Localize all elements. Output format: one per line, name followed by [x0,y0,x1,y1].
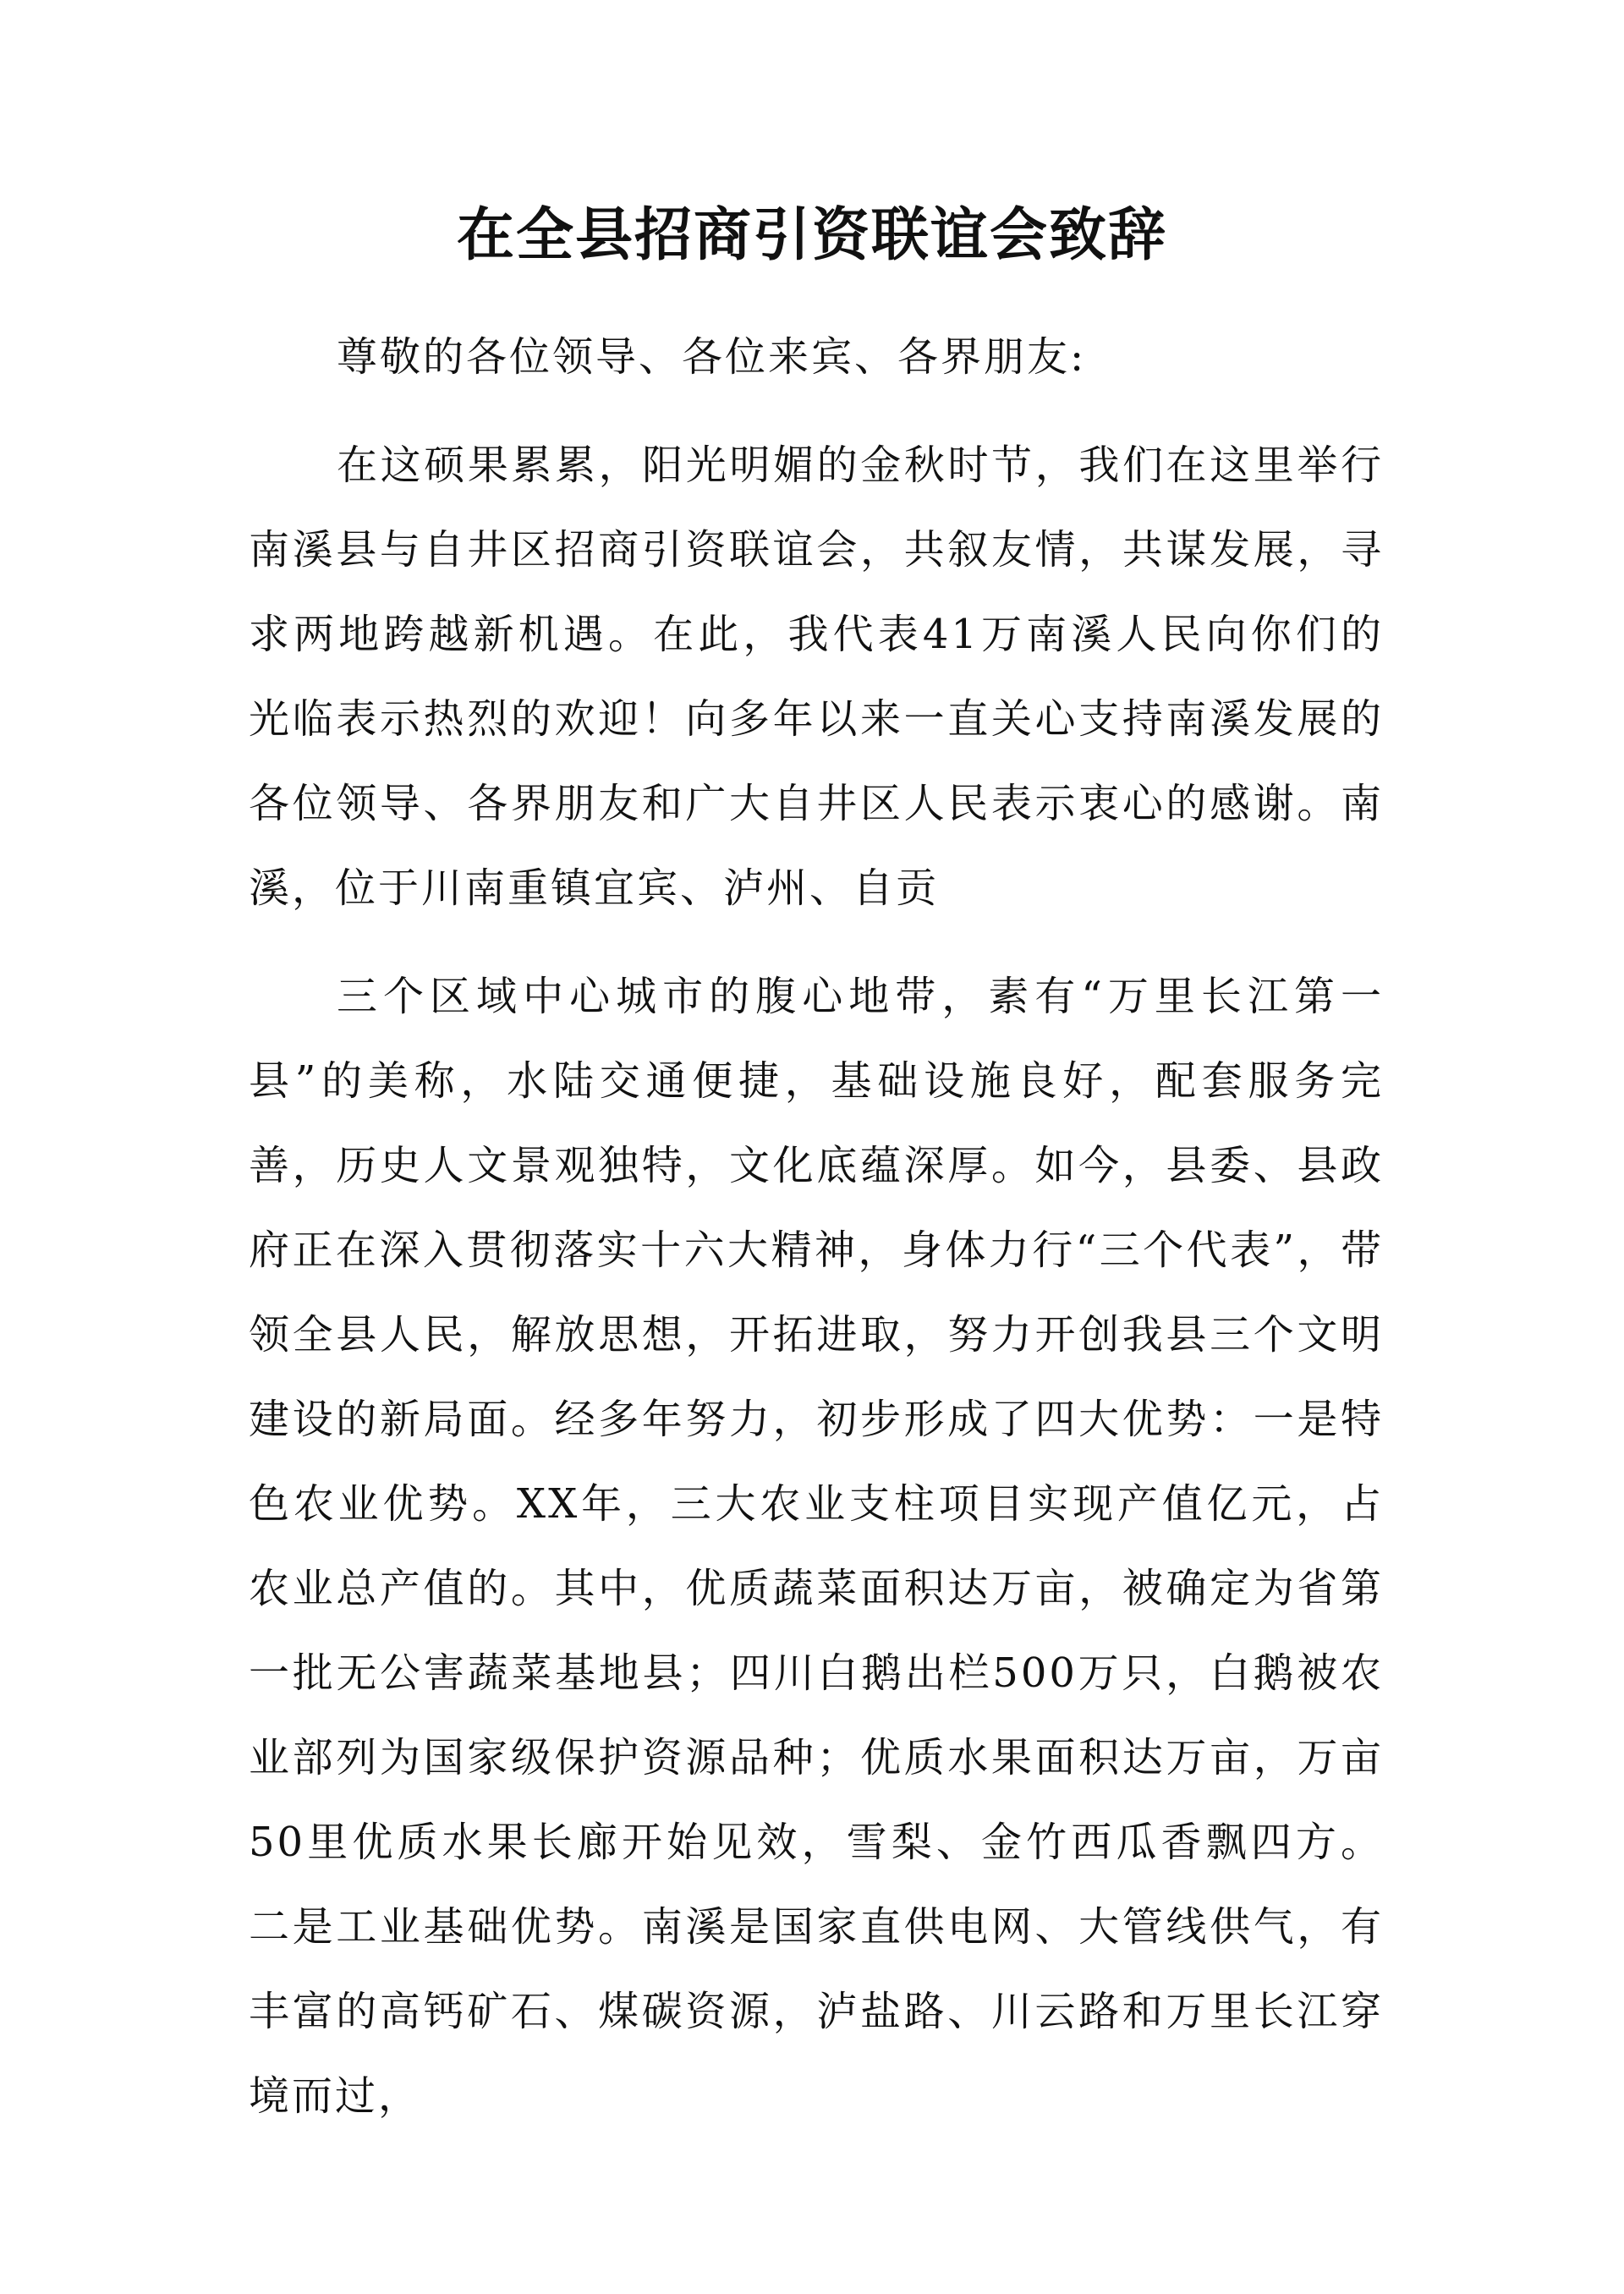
salutation: 尊敬的各位领导、各位来宾、各界朋友: [337,333,1087,381]
paragraph-2: 三个区域中心城市的腹心地带，素有“万里长江第一县”的美称，水陆交通便捷，基础设施良好，配套服务完善，历史人文景观独特，文化底蕴深厚。如今，县委、县政府正在深入贯彻落实十六大精神，身体力行“三个代表”，带领全县人民，解放思想，开拓进取，努力开创我县三个文明建设的新局面。经多年努力，初步形成了四大优势：一是特色农业优势。XX年，三大农业支柱项目实现产值亿元，占农业总产值的。其中，优质蔬菜面积达万亩，被确定为省第一批无公害蔬菜基地县；四川白鹅出栏500万只，白鹅被农业部列为国家级保护资源品种；优质水果面积达万亩，万亩50里优质水果长廊开始见效，雪梨、金竹西瓜香飘四方。二是工业基础优势。南溪是国家直供电网、大管线供气，有丰富的高钙矿石、煤碳资源，泸盐路、川云路和万里长江穿境而过， [249,973,1384,2120]
paragraph-1: 在这硕果累累，阳光明媚的金秋时节，我们在这里举行南溪县与自井区招商引资联谊会，共叙友情，共谋发展，寻求两地跨越新机遇。在此，我代表41万南溪人民向你们的光临表示热烈的欢迎！向多年以来一直关心支持南溪发展的各位领导、各界朋友和广大自井区人民表示衷心的感谢。南溪，位于川南重镇宜宾、泸州、自贡 [249,442,1384,912]
document-title: 在全县招商引资联谊会致辞 [456,201,1167,269]
